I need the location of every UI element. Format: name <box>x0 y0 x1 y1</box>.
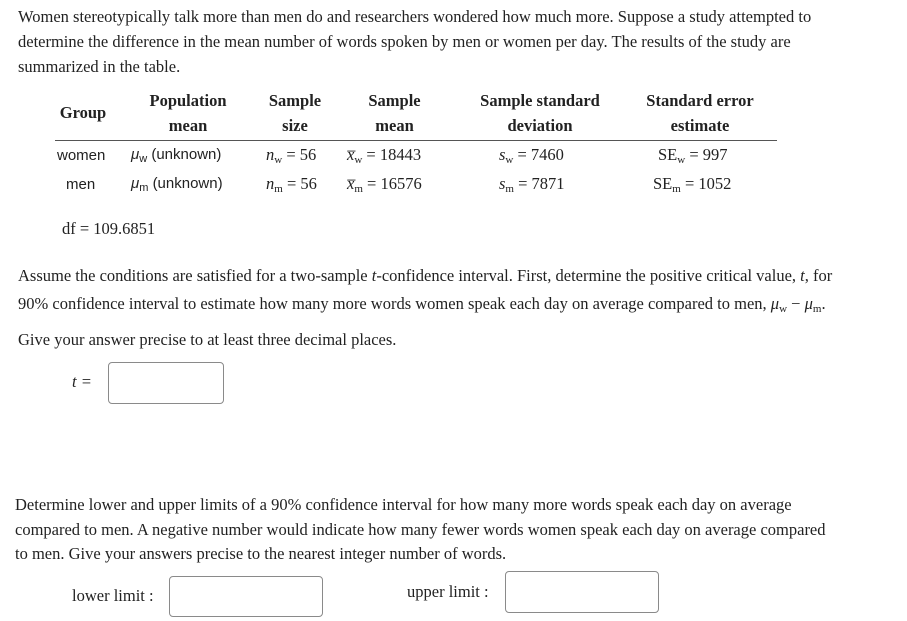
row-women-sample-size: $n_w = 56$ <box>266 145 317 166</box>
lower-limit-input[interactable] <box>169 576 323 617</box>
question-2-line-2: compared to men. A negative number would indicate how many fewer words women speak each day on average compared <box>15 519 826 539</box>
question-1-line-2: 90% confidence interval to estimate how many more words women speak each day on average compared to men, $\mu_w - \mu_m$. <box>18 294 826 315</box>
upper-limit-label: upper limit : <box>407 582 489 601</box>
header-sample-sd: Sample standard deviation <box>480 91 600 135</box>
row-women-pop-mean: $\mu_w$ (unknown) <box>131 146 222 165</box>
row-women-se: $SE_w = 997$ <box>658 145 728 166</box>
header-standard-error: Standard error estimate <box>646 91 754 135</box>
row-women-sample-mean: $x̅_w = 18443$ <box>347 145 422 166</box>
t-input-label: t = <box>72 372 92 391</box>
row-women-group: women <box>57 147 106 164</box>
question-2 <box>15 493 900 567</box>
t-critical-value-input[interactable] <box>108 362 224 404</box>
row-men-sample-size: $n_m = 56$ <box>266 174 317 195</box>
question-1 <box>18 262 907 354</box>
header-divider <box>55 140 777 141</box>
question-1-line-1: Assume the conditions are satisfied for a two-sample t-confidence interval. First, determine the positive critical value, t, for <box>18 266 833 285</box>
intro-line-3: summarized in the table. <box>18 57 181 76</box>
header-group: Group <box>59 103 107 122</box>
row-men-pop-mean: $\mu_m$ (unknown) <box>131 175 223 194</box>
question-2-line-3: to men. Give your answers precise to the nearest integer number of words. <box>15 544 507 563</box>
header-sample-size: Sample size <box>268 91 322 135</box>
header-sample-mean: Sample mean <box>368 91 421 135</box>
study-results-table <box>55 88 777 198</box>
question-2-line-1: Determine lower and upper limits of a 90% confidence interval for how many more words speak each day on average <box>15 495 792 514</box>
row-men-sample-sd: $s_m = 7871$ <box>499 174 565 195</box>
question-1-line-3: Give your answer precise to at least three decimal places. <box>18 330 397 349</box>
row-men-se: $SE_m = 1052$ <box>653 174 732 195</box>
lower-limit-label: lower limit : <box>72 586 154 605</box>
row-men-group: men <box>66 176 96 193</box>
problem-intro <box>18 4 893 79</box>
intro-line-2: determine the difference in the mean number of words spoken by men or women per day. The results of the study are <box>18 32 791 51</box>
header-population: Population mean <box>149 91 227 135</box>
row-women-sample-sd: $s_w = 7460$ <box>499 145 564 166</box>
intro-line-1: Women stereotypically talk more than men do and researchers wondered how much more. Suppose a study attempted to <box>18 7 812 26</box>
upper-limit-input[interactable] <box>505 571 659 613</box>
row-men-sample-mean: $x̅_m = 16576$ <box>347 174 422 195</box>
degrees-of-freedom: df = 109.6851 <box>62 219 156 238</box>
